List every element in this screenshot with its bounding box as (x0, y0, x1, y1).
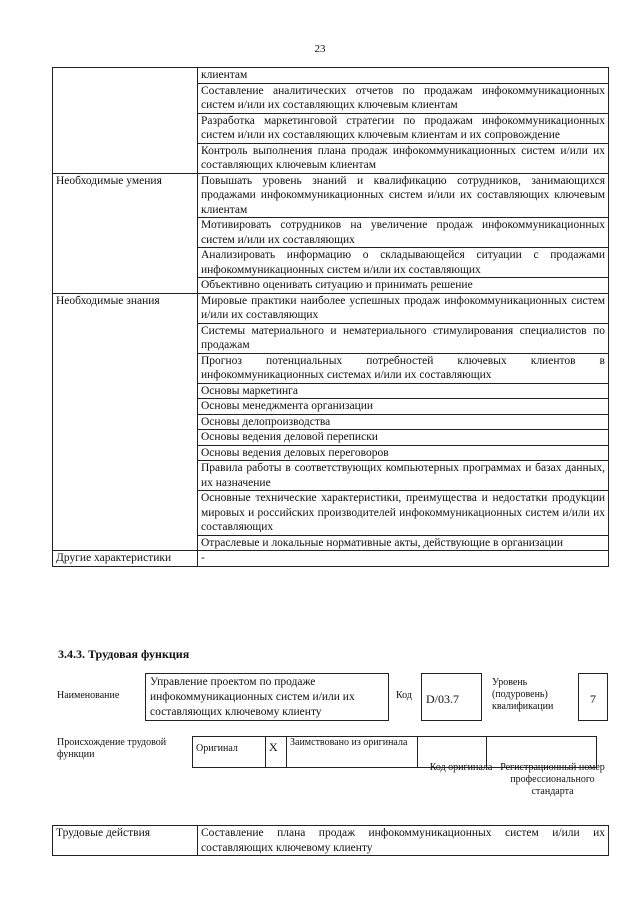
row-item: Системы материального и нематериального стимулирования специалистов по продажам (198, 323, 609, 353)
code-original-caption: Код оригинала (429, 762, 493, 773)
row-item: Контроль выполнения плана продаж инфокоммуникационных систем и/или их составляющих ключевым клиентам (198, 143, 609, 173)
row-item: Основные технические характеристики, преимущества и недостатки продукции мировых и российских производителей инфокоммуникационных систем и/или их составляющих (198, 491, 609, 536)
row-item: Объективно оценивать ситуацию и принимать решение (198, 278, 609, 294)
row-item: Мотивировать сотрудников на увеличение продаж инфокоммуникационных систем и/или их составляющих (198, 218, 609, 248)
name-label: Наименование (57, 690, 120, 701)
row-item: Разработка маркетинговой стратегии по продажам инфокоммуникационных систем и/или их составляющих ключевым клиентам и их сопровождение (198, 113, 609, 143)
row-item: Составление аналитических отчетов по продажам инфокоммуникационных систем и/или их составляющих ключевым клиентам (198, 83, 609, 113)
row-item: Основы делопроизводства (198, 414, 609, 430)
section-heading: 3.4.3. Трудовая функция (58, 647, 190, 661)
code-value: D/03.7 (421, 673, 482, 721)
row-label: Необходимые знания (53, 293, 198, 551)
level-label: Уровень (подуровень) квалификации (492, 677, 554, 712)
row-label (53, 68, 198, 174)
row-label: Необходимые умения (53, 173, 198, 293)
row-item: Основы маркетинга (198, 383, 609, 399)
original-mark: X (266, 737, 287, 768)
row-item: клиентам (198, 68, 609, 84)
row-item: Отраслевые и локальные нормативные акты, действующие в организации (198, 535, 609, 551)
row-label: Другие характеристики (53, 551, 198, 567)
row-item: Основы ведения деловой переписки (198, 430, 609, 446)
row-item: - (198, 551, 609, 567)
labor-actions-label: Трудовые действия (53, 826, 198, 856)
reg-number-caption: Регистрационный номер профессионального стандарта (500, 762, 605, 797)
row-item: Мировые практики наиболее успешных продаж инфокоммуникационных систем и/или их составляющих (198, 293, 609, 323)
labor-actions-value: Составление плана продаж инфокоммуникационных систем и/или их составляющих ключевому клиенту (198, 826, 609, 856)
requirements-table (52, 67, 609, 567)
labor-actions-table (52, 825, 609, 856)
borrowed-label: Заимствовано из оригинала (287, 737, 418, 768)
row-item: Повышать уровень знаний и квалификацию сотрудников, занимающихся продажами инфокоммуникационных систем и/или их составляющих ключевым клиентам (198, 173, 609, 218)
name-value: Управление проектом по продаже инфокоммуникационных систем и/или их составляющих ключевому клиенту (145, 673, 389, 721)
origin-label: Происхождение трудовой функции (57, 737, 167, 760)
table-row (53, 293, 609, 323)
row-item: Прогноз потенциальных потребностей ключевых клиентов в инфокоммуникационных системах и/или их составляющих (198, 353, 609, 383)
table-row (53, 68, 609, 84)
row-item: Основы менеджмента организации (198, 399, 609, 415)
page-number: 23 (314, 43, 326, 55)
row-item: Анализировать информацию о складывающейся ситуации с продажами инфокоммуникационных систем и/или их составляющих (198, 248, 609, 278)
level-value: 7 (578, 673, 608, 721)
row-item: Правила работы в соответствующих компьютерных программах и базах данных, их назначение (198, 461, 609, 491)
table-row (53, 173, 609, 218)
code-label: Код (396, 690, 412, 701)
row-item: Основы ведения деловых переговоров (198, 445, 609, 461)
table-row (53, 551, 609, 567)
original-label: Оригинал (193, 737, 266, 768)
